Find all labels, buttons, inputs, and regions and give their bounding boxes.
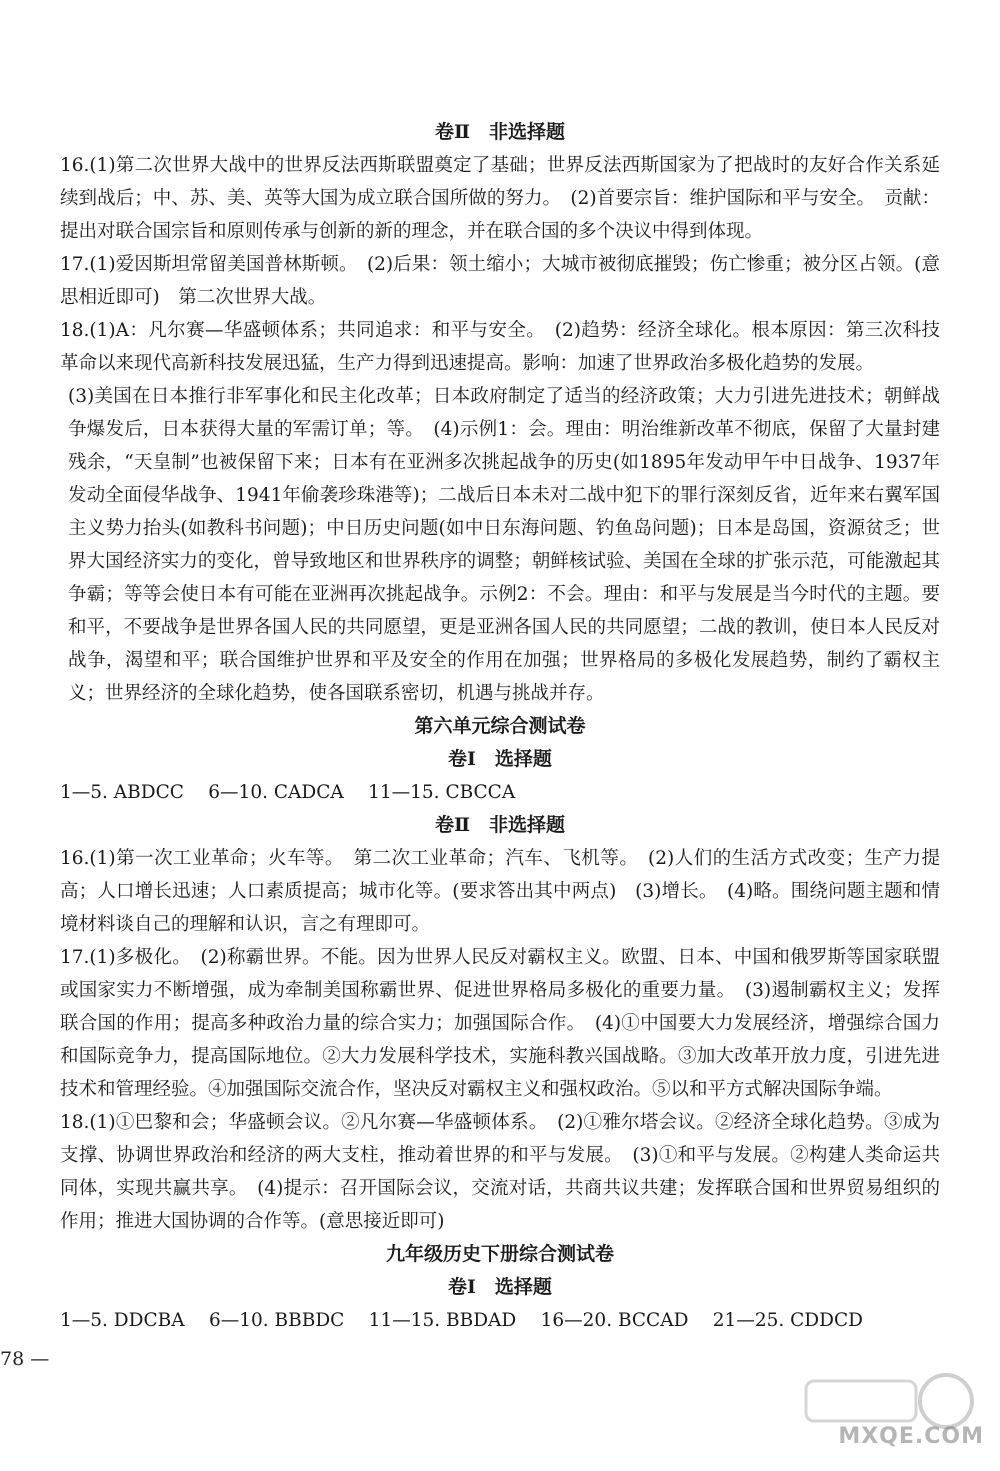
unit6-part1-heading: 卷Ⅰ 选择题 [448, 748, 552, 770]
page-number: 78 — [0, 1348, 50, 1370]
unit6-paragraph-17: 17.(1)多极化。 (2)称霸世界。不能。因为世界人民反对霸权主义。欧盟、日本、中国和俄罗斯等国家联盟或国家实力不断增强，成为牵制美国称霸世界、促进世界格局多极化的重要力量。 (3)遏制霸权主义；发挥联合国的作用；提高多种政治力量的综合实力；加强国际合作。 (4)①中国要大力发展经济，增强综合国力和国际竞争力，提高国际地位。②大力发展科学技术，实施科教兴国战略。③加大改革开放力度，引进先进技术和管理经验。④加强国际交流合作，坚决反对霸权主义和强权政治。⑤以和平方式解决国际争端。 [60, 947, 940, 1100]
unit6-choice-answers: 1—5. ABDCC 6—10. CADCA 11—15. CBCCA [60, 782, 516, 803]
unit6-paragraph-18: 18.(1)①巴黎和会；华盛顿会议。②凡尔赛—华盛顿体系。 (2)①雅尔塔会议。②经济全球化趋势。③成为支撑、协调世界政治和经济的两大支柱，推动着世界的和平与发展。 (3)①和平与发展。②构建人类命运共同体，实现共赢共享。 (4)提示：召开国际会议，交流对话，共商共议共建；发挥联合国和世界贸易组织的作用；推进大国协调的合作等。(意思接近即可) [60, 1112, 940, 1232]
unit6-part2-heading: 卷Ⅱ 非选择题 [434, 814, 565, 836]
watermark-text: MXQE.COM [838, 1424, 984, 1449]
unit6-paragraph-16: 16.(1)第一次工业革命；火车等。 第二次工业革命；汽车、飞机等。 (2)人们的生活方式改变；生产力提高；人口增长迅速；人口素质提高；城市化等。(要求答出其中两点) (3)增长。 (4)略。围绕问题主题和情境材料谈自己的理解和认识，言之有理即可。 [60, 848, 940, 935]
answer-paragraph-16: 16.(1)第二次世界大战中的世界反法西斯联盟奠定了基础；世界反法西斯国家为了把战时的友好合作关系延续到战后；中、苏、美、英等大国为成立联合国所做的努力。 (2)首要宗旨：维护国际和平与安全。 贡献：提出对联合国宗旨和原则传承与创新的新的理念，并在联合国的多个决议中得到体现。 [60, 155, 940, 242]
page-content [60, 116, 940, 1337]
grade9-part1-heading: 卷Ⅰ 选择题 [448, 1276, 552, 1298]
answer-paragraph-18: 18.(1)A：凡尔赛—华盛顿体系；共同追求：和平与安全。 (2)趋势：经济全球化。根本原因：第三次科技革命以来现代高新科技发展迅猛，生产力得到迅速提高。影响：加速了世界政治多极化趋势的发展。 [60, 320, 940, 374]
unit6-title: 第六单元综合测试卷 [414, 715, 586, 737]
grade9-choice-answers: 1—5. DDCBA 6—10. BBBDC 11—15. BBDAD 16—20. BCCAD 21—25. CDDCD [60, 1310, 863, 1331]
section-heading: 卷Ⅱ 非选择题 [434, 121, 565, 143]
answer-paragraph-18-cont: (3)美国在日本推行非军事化和民主化改革；日本政府制定了适当的经济政策；大力引进先进技术；朝鲜战争爆发后，日本获得大量的军需订单；等。 (4)示例1：会。理由：明治维新改革不彻底，保留了大量封建残余，“天皇制”也被保留下来；日本有在亚洲多次挑起战争的历史(如1895年发动甲午中日战争、1937年发动全面侵华战争、1941年偷袭珍珠港等)；二战后日本未对二战中犯下的罪行深刻反省，近年来右翼军国主义势力抬头(如教科书问题)；中日历史问题(如中日东海问题、钓鱼岛问题)；日本是岛国，资源贫乏；世界大国经济实力的变化，曾导致地区和世界秩序的调整；朝鲜核试验、美国在全球的扩张示范，可能激起其争霸；等等会使日本有可能在亚洲再次挑起战争。示例2：不会。理由：和平与发展是当今时代的主题。要和平，不要战争是世界各国人民的共同愿望，更是亚洲各国人民的共同愿望；二战的教训，使日本人民反对战争，渴望和平；联合国维护世界和平及安全的作用在加强；世界格局的多极化发展趋势，制约了霸权主义；世界经济的全球化趋势，使各国联系密切，机遇与挑战并存。 [68, 386, 940, 704]
answer-paragraph-17: 17.(1)爱因斯坦常留美国普林斯顿。 (2)后果：领土缩小；大城市被彻底摧毁；伤亡惨重；被分区占领。(意思相近即可) 第二次世界大战。 [60, 254, 940, 308]
grade9-title: 九年级历史下册综合测试卷 [385, 1243, 614, 1265]
